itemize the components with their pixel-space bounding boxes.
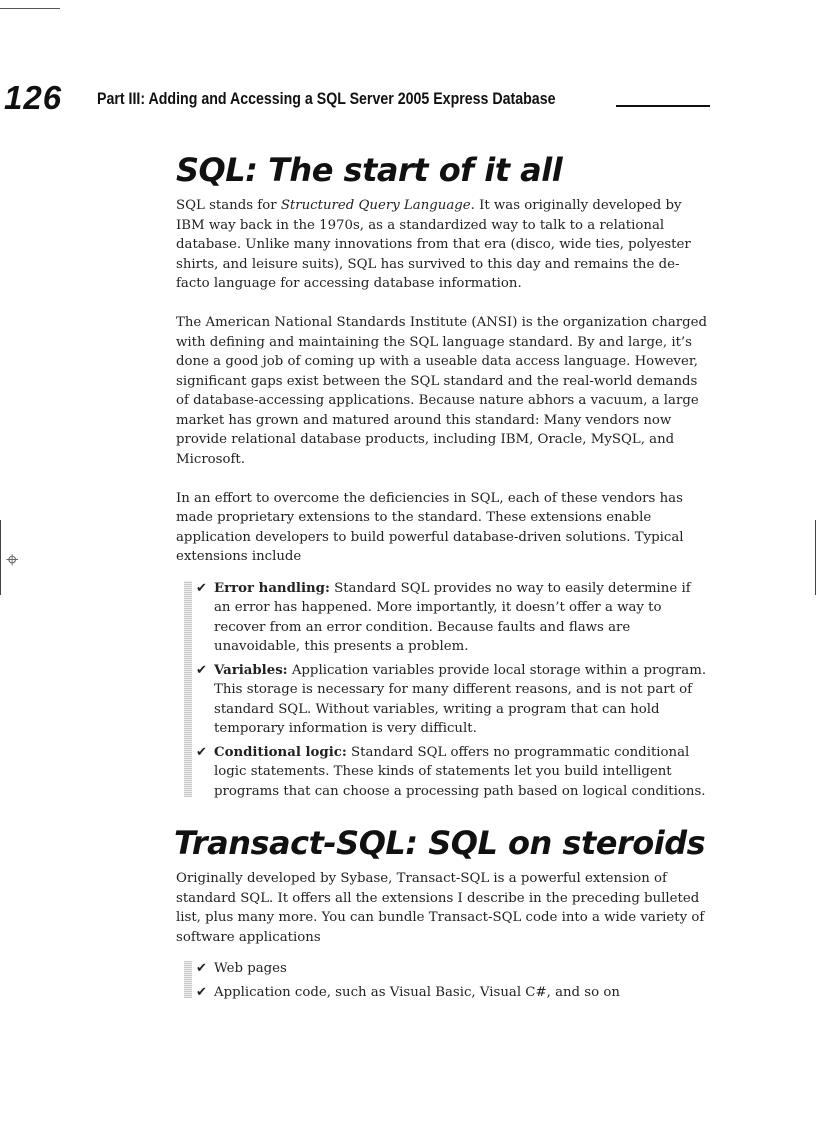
running-head: Part III: Adding and Accessing a SQL Server 2005 Express Database bbox=[97, 90, 556, 108]
paragraph-transact-sql: Originally developed by Sybase, Transact-SQL is a powerful extension of standard SQL. It offers all the extensions I describe in the preceding bulleted list, plus many more. You can bundle Transact-SQL code into a wide variety of software applications bbox=[176, 871, 705, 945]
top-rule bbox=[0, 8, 60, 9]
paragraph-sql-intro bbox=[176, 196, 711, 294]
list-item bbox=[186, 983, 711, 1003]
bullet-text: Standard SQL provides no way to easily determine if an error has happened. More importantly, it doesn’t offer a way to recover from an error condition. Because faults and flaws are unavoidable, this presents a problem. bbox=[214, 580, 691, 654]
bullet-text: Standard SQL offers no programmatic conditional logic statements. These kinds of statements let you build intelligent programs that can choose a processing path based on logical conditions. bbox=[214, 744, 706, 799]
checkmark-icon: ✔ bbox=[196, 662, 207, 678]
page-content bbox=[176, 150, 711, 1006]
bullet-term: Variables: bbox=[214, 662, 288, 678]
page-header bbox=[4, 80, 706, 116]
section-heading-sql: SQL: The start of it all bbox=[176, 151, 563, 189]
checkmark-icon: ✔ bbox=[196, 984, 207, 1000]
paragraph-extensions: In an effort to overcome the deficiencies in SQL, each of these vendors has made proprietary extensions to the standard. These extensions enable application developers to build powerful database-driven solutions. Typical extensions include bbox=[176, 490, 684, 564]
paragraph-ansi: The American National Standards Institute (ANSI) is the organization charged with defining and maintaining the SQL language standard. By and large, it’s done a good job of coming up with a useable data access language. However, significant gaps exist between the SQL standard and the real-world demands of database-accessing applications. Because nature abhors a vacuum, a large market has grown and matured around this standard: Many vendors now provide relational database products, including IBM, Oracle, MySQL, and Microsoft. bbox=[176, 315, 708, 467]
header-rule bbox=[616, 105, 710, 107]
text-run: SQL stands for bbox=[176, 198, 281, 213]
page-number: 126 bbox=[4, 79, 63, 116]
text-run: . It was originally developed by IBM way back in the 1970s, as a standardized way to talk to a relational database. Unlike many innovations from that era (disco, wide ties, polyester shirts, and leisure suits), SQL has survived to this day and remains the de-facto language for accessing database information. bbox=[176, 198, 691, 291]
bullet-text: Application code, such as Visual Basic, Visual C#, and so on bbox=[214, 984, 620, 1000]
left-margin-mark bbox=[0, 520, 1, 595]
list-item bbox=[186, 743, 711, 802]
bullet-text: Application variables provide local storage within a program. This storage is necessary for many different reasons, and is not part of standard SQL. Without variables, writing a program that can hold temporary information is very difficult. bbox=[214, 662, 707, 736]
bullet-term: Error handling: bbox=[214, 580, 330, 596]
checkmark-icon: ✔ bbox=[196, 744, 207, 760]
italic-term: Structured Query Language bbox=[280, 198, 471, 213]
section-heading-transact-sql: Transact-SQL: SQL on steroids bbox=[174, 824, 706, 862]
checkmark-icon: ✔ bbox=[196, 580, 207, 596]
bullet-text: Web pages bbox=[214, 961, 287, 976]
list-item bbox=[186, 579, 711, 657]
extensions-list bbox=[186, 579, 711, 802]
list-item bbox=[186, 661, 711, 739]
checkmark-icon: ✔ bbox=[196, 961, 207, 976]
crosshair-icon: ⌖ bbox=[6, 548, 19, 573]
bullet-term: Conditional logic: bbox=[214, 744, 347, 760]
applications-list bbox=[186, 959, 711, 1002]
list-item bbox=[186, 959, 711, 979]
